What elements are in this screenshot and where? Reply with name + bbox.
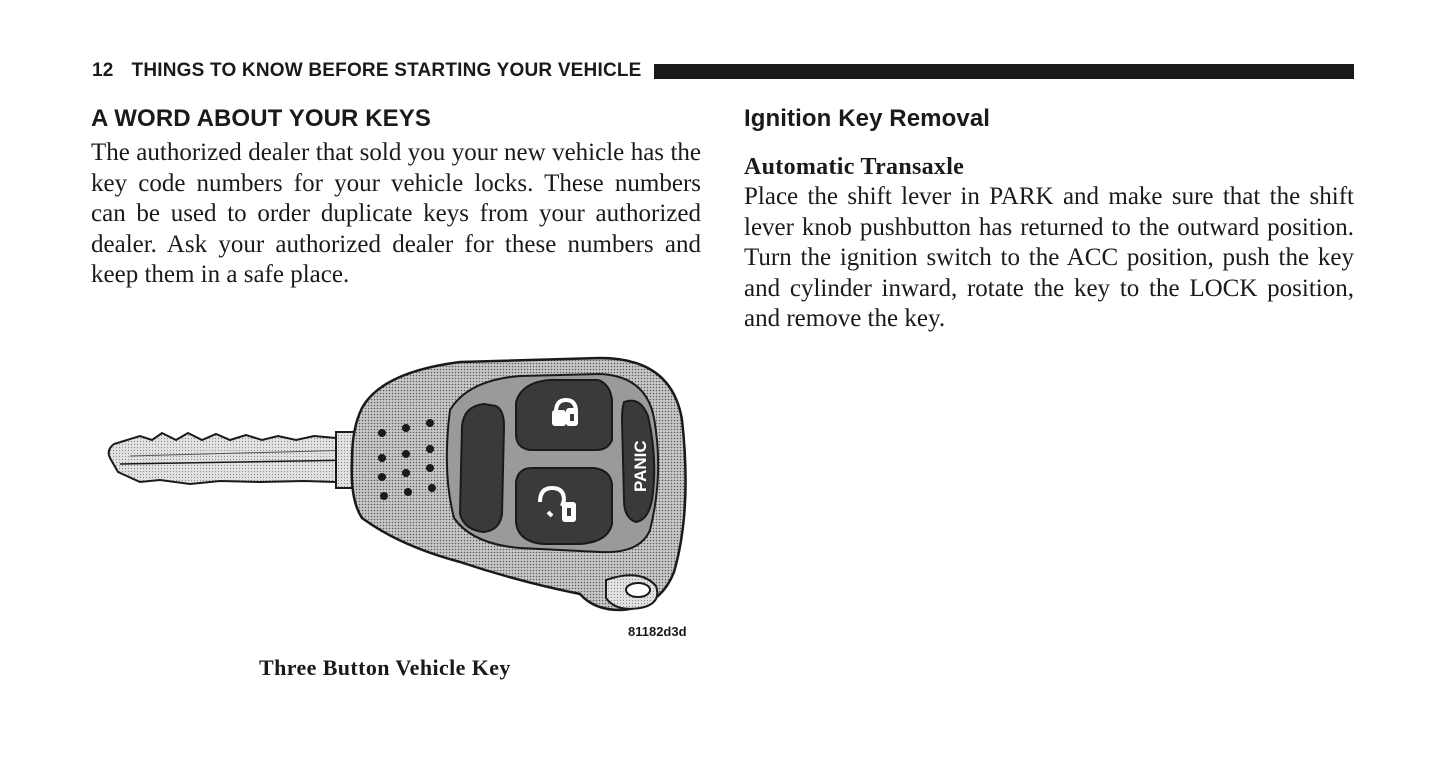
panic-label: PANIC (631, 440, 650, 492)
figure-id: 81182d3d (628, 624, 687, 639)
keys-paragraph: The authorized dealer that sold you your new vehicle has the key code numbers for your vehicle locks. These numbers can be used to order duplicate keys from your authorized dealer. Ask your authorized dealer for these numbers and keep them in a safe place. (91, 139, 701, 288)
header-rule (654, 64, 1354, 79)
panic-button[interactable] (622, 401, 654, 522)
key-blade (109, 433, 362, 484)
subheading-transaxle: Automatic Transaxle (744, 154, 965, 180)
right-column (744, 100, 1354, 335)
section-heading-keys: A WORD ABOUT YOUR KEYS (91, 105, 431, 132)
left-column (91, 100, 701, 291)
unlock-button[interactable] (516, 468, 612, 544)
lock-button[interactable] (516, 380, 612, 450)
chapter-title: THINGS TO KNOW BEFORE STARTING YOUR VEHICLE (131, 60, 642, 81)
figure-caption: Three Button Vehicle Key (259, 655, 511, 680)
key-illustration (100, 350, 700, 650)
ignition-paragraph: Place the shift lever in PARK and make sure that the shift lever knob pushbutton has returned to the outward position. Turn the ignition switch to the ACC position, push the key and cylinder inward, rotate the key to the LOCK position, and remove the key. (744, 183, 1354, 332)
page-number: 12 (92, 60, 114, 81)
page-header (92, 58, 1354, 84)
blank-button[interactable] (460, 404, 504, 532)
section-heading-ignition: Ignition Key Removal (744, 105, 991, 132)
